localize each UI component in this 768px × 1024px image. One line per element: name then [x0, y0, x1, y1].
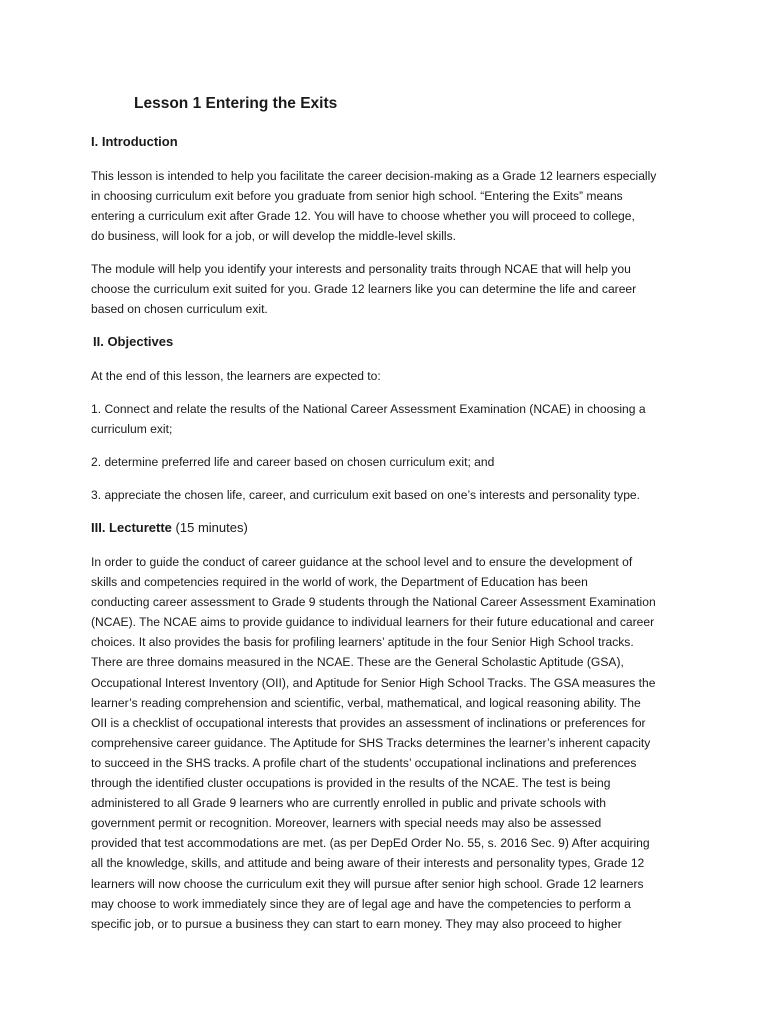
lecturette-body [91, 552, 691, 934]
introduction-paragraph-1 [91, 166, 691, 246]
text-line: There are three domains measured in the NCAE. These are the General Scholastic Aptitude (GSA), [91, 655, 624, 670]
text-line: 1. Connect and relate the results of the National Career Assessment Examination (NCAE) in choosing a [91, 402, 646, 416]
text-line: conducting career assessment to Grade 9 students through the National Career Assessment Examination [91, 595, 656, 610]
text-line: may choose to work immediately since they are of legal age and have the competencies to perform a [91, 896, 631, 911]
text-line: choose the curriculum exit suited for you. Grade 12 learners like you can determine the life and career [91, 282, 637, 297]
text-line: based on chosen curriculum exit. [91, 302, 268, 317]
text-line: to succeed in the SHS tracks. A profile chart of the students’ occupational inclinations and preferences [91, 755, 637, 770]
text-line: administered to all Grade 9 learners who are currently enrolled in public and private schools with [91, 796, 606, 811]
introduction-paragraph-2 [91, 259, 691, 319]
text-line: This lesson is intended to help you facilitate the career decision-making as a Grade 12 learners especially [91, 169, 657, 183]
text-line: provided that test accommodations are met. (as per DepEd Order No. 55, s. 2016 Sec. 9) After acquiring [91, 836, 650, 851]
text-line: through the identified cluster occupations is provided in the results of the NCAE. The test is being [91, 776, 611, 791]
objective-item-2 [91, 452, 691, 472]
text-line: do business, will look for a job, or will develop the middle-level skills. [91, 229, 456, 244]
objectives-intro [91, 366, 691, 386]
text-line: Occupational Interest Inventory (OII), and Aptitude for Senior High School Tracks. The GSA measures the [91, 675, 656, 690]
text-line: government permit or recognition. Moreover, learners with special needs may also be assessed [91, 816, 602, 831]
text-line: comprehensive career guidance. The Aptitude for SHS Tracks determines the learner’s inherent capacity [91, 735, 651, 750]
text-line: learners will now choose the curriculum exit they will pursue after senior high school. Grade 12 learners [91, 876, 644, 891]
text-line: The module will help you identify your interests and personality traits through NCAE that will help you [91, 262, 631, 276]
text-line: specific job, or to pursue a business they can start to earn money. They may also proceed to higher [91, 916, 622, 931]
text-line: OII is a checklist of occupational interests that provides an assessment of inclinations or preferences for [91, 715, 646, 730]
objective-item-3 [91, 485, 691, 505]
text-line: 3. appreciate the chosen life, career, and curriculum exit based on one’s interests and personality type. [91, 488, 641, 502]
text-line: curriculum exit; [91, 422, 173, 437]
lecturette-heading [91, 520, 248, 535]
text-line: learner’s reading comprehension and scientific, verbal, mathematical, and logical reasoning ability. The [91, 695, 641, 710]
text-line: 2. determine preferred life and career based on chosen curriculum exit; and [91, 455, 495, 469]
objective-item-1 [91, 399, 691, 439]
introduction-heading: I. Introduction [91, 134, 178, 149]
text-line: in choosing curriculum exit before you graduate from senior high school. “Entering the Exits” means [91, 189, 623, 204]
text-line: all the knowledge, skills, and attitude and being aware of their interests and personality types, Grade 12 [91, 856, 645, 871]
text-line: (NCAE). The NCAE aims to provide guidance to individual learners for their future educational and career [91, 615, 655, 630]
text-line: entering a curriculum exit after Grade 12. You will have to choose whether you will proceed to college, [91, 209, 635, 224]
lesson-title: Lesson 1 Entering the Exits [134, 95, 338, 112]
text-line: choices. It also provides the basis for profiling learners’ aptitude in the four Senior High School tracks. [91, 635, 634, 650]
text-line: In order to guide the conduct of career guidance at the school level and to ensure the development of [91, 555, 633, 569]
objectives-heading: II. Objectives [93, 334, 174, 349]
text-line: At the end of this lesson, the learners are expected to: [91, 369, 381, 383]
text-line: skills and competencies required in the world of work, the Department of Education has been [91, 575, 588, 590]
lecturette-heading-label: III. Lecturette [91, 520, 172, 535]
lecturette-duration: (15 minutes) [175, 520, 248, 535]
